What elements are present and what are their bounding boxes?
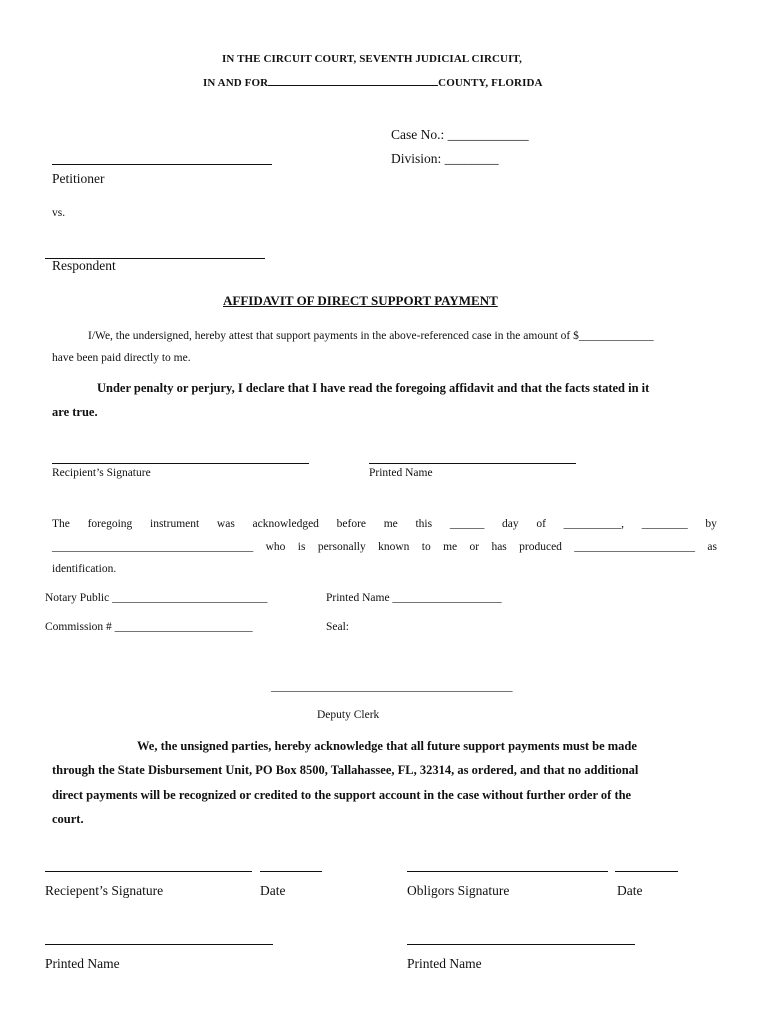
obligor-signature-label: Obligors Signature	[407, 883, 510, 898]
notary-word: acknowledged	[252, 518, 319, 530]
recipient-date-line[interactable]	[260, 871, 322, 872]
notary-word: me	[383, 518, 398, 530]
notary-word: as	[707, 540, 717, 553]
attest-line-2: have been paid directly to me.	[52, 352, 191, 364]
notary-word: me	[443, 540, 458, 553]
penalty-line-2: are true.	[52, 405, 98, 419]
notary-word: before	[336, 518, 367, 530]
name-blank[interactable]: ___________________________________	[52, 540, 254, 553]
affidavit-title: AFFIDAVIT OF DIRECT SUPPORT PAYMENT	[223, 293, 498, 308]
court-header-line-1: IN THE CIRCUIT COURT, SEVENTH JUDICIAL CIRCUIT,	[222, 53, 522, 65]
case-number-field[interactable]: Case No.: ____________	[391, 127, 529, 142]
notary-word: is	[297, 540, 306, 553]
county-blank[interactable]	[268, 73, 438, 86]
notary-word: by	[705, 518, 717, 530]
printed-name-line[interactable]	[369, 463, 576, 464]
obligor-signature-line[interactable]	[407, 871, 608, 872]
day-blank[interactable]: ______	[449, 518, 485, 530]
seal-label: Seal:	[326, 621, 349, 633]
month-blank[interactable]: __________,	[563, 518, 624, 530]
notary-word: was	[216, 518, 235, 530]
acknowledge-line-3: direct payments will be recognized or credited to the support account in the case without further order of the	[52, 788, 632, 802]
notary-word: of	[536, 518, 546, 530]
notary-printed-name-field[interactable]: Printed Name ___________________	[326, 592, 502, 604]
notary-word: instrument	[150, 518, 200, 530]
penalty-line-1: Under penalty or perjury, I declare that I have read the foregoing affidavit and that the facts stated in it	[97, 381, 650, 395]
acknowledge-line-2: through the State Disbursement Unit, PO Box 8500, Tallahassee, FL, 32314, as ordered, and that no additional	[52, 763, 639, 777]
obligor-date-line[interactable]	[615, 871, 678, 872]
petitioner-label: Petitioner	[52, 171, 105, 186]
versus-label: vs.	[52, 207, 66, 219]
printed-name-label-1: Printed Name	[45, 956, 120, 971]
printed-name-line-2[interactable]	[407, 944, 635, 945]
recipient-signature-line[interactable]	[52, 463, 309, 464]
commission-field[interactable]: Commission # ________________________	[45, 621, 253, 633]
attest-line-1: I/We, the undersigned, hereby attest that support payments in the above-referenced case in the amount of $_____________	[88, 330, 654, 342]
respondent-label: Respondent	[52, 258, 116, 273]
acknowledge-line-1: We, the unsigned parties, hereby acknowledge that all future support payments must be made	[137, 739, 637, 753]
notary-word: The	[52, 518, 70, 530]
identification-blank[interactable]: _____________________	[574, 540, 696, 553]
notary-word: to	[421, 540, 431, 553]
notary-word: who	[265, 540, 286, 553]
court-header-prefix: IN AND FOR	[203, 77, 269, 89]
notary-word: day	[502, 518, 519, 530]
notary-line-3: identification.	[52, 563, 117, 575]
notary-word: known	[378, 540, 410, 553]
notary-word: foregoing	[87, 518, 133, 530]
date-label-1: Date	[260, 883, 286, 898]
notary-acknowledgment	[52, 513, 717, 581]
notary-public-field[interactable]: Notary Public ___________________________	[45, 592, 268, 604]
notary-word: has	[491, 540, 507, 553]
notary-word: this	[415, 518, 433, 530]
recipient-signature-label-2: Reciepent’s Signature	[45, 883, 164, 898]
division-field[interactable]: Division: ________	[391, 151, 499, 166]
date-label-2: Date	[617, 883, 643, 898]
recipient-signature-line-2[interactable]	[45, 871, 252, 872]
year-blank[interactable]: ________	[641, 518, 688, 530]
deputy-clerk-line[interactable]: __________________________________________	[271, 681, 513, 693]
court-header-suffix: COUNTY, FLORIDA	[438, 77, 543, 89]
court-header-line-2	[203, 73, 543, 89]
deputy-clerk-label: Deputy Clerk	[317, 709, 380, 721]
acknowledge-line-4: court.	[52, 812, 84, 826]
notary-word: produced	[519, 540, 562, 553]
printed-name-label: Printed Name	[369, 467, 433, 479]
notary-word: or	[469, 540, 480, 553]
notary-word: personally	[317, 540, 366, 553]
printed-name-line-1[interactable]	[45, 944, 273, 945]
printed-name-label-2: Printed Name	[407, 956, 482, 971]
notary-line-1	[52, 513, 717, 536]
petitioner-line[interactable]	[52, 164, 272, 165]
notary-line-2	[52, 536, 717, 559]
recipient-signature-label: Recipient’s Signature	[52, 467, 151, 479]
